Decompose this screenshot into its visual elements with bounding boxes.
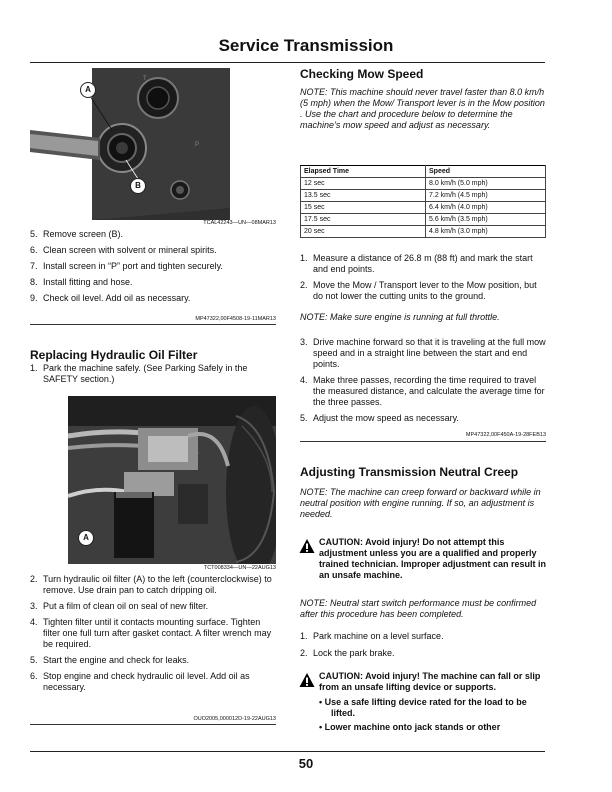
note-throttle: NOTE: Make sure engine is running at full throttle. — [300, 312, 500, 322]
page-number: 50 — [298, 756, 314, 771]
callout-a: A — [80, 82, 96, 98]
reference-code: MP47322,00F4508-19-11MAR13 — [195, 316, 276, 322]
caution-bullets — [319, 697, 547, 736]
warning-icon — [299, 538, 315, 554]
hydraulic-filter-illustration — [68, 396, 276, 564]
list-item: 3. Put a film of clean oil on seal of new filter. — [30, 601, 209, 611]
list-item: 6. Stop engine and check hydraulic oil level. Add oil as necessary. — [30, 671, 250, 692]
reference-code: MP47322,00F450A-19-28FEB13 — [465, 432, 546, 438]
section-title-mow-speed: Checking Mow Speed — [300, 67, 424, 81]
steps-list-measure — [300, 253, 548, 307]
steps-list-park — [30, 363, 278, 390]
note-creep: NOTE: The machine can creep forward or backward while in neutral position with engine running. If so, an adjustment is needed. — [300, 487, 541, 519]
warning-icon — [299, 672, 315, 688]
mow-speed-table — [300, 165, 546, 238]
figure2-caption: TCT008334—UN—22AUG13 — [203, 565, 276, 571]
list-item: • Use a safe lifting device rated for the load to be lifted. — [319, 697, 527, 718]
list-item: 8. Install fitting and hose. — [30, 277, 133, 287]
reference-code: OUO2005,000012D-19-22AUG13 — [193, 716, 276, 722]
svg-text:P: P — [195, 142, 200, 148]
list-item: 4. Make three passes, recording the time required to travel the measured distance, and calculate the average time for the three passes. — [300, 375, 545, 407]
section-rule — [300, 441, 546, 442]
list-item: 1. Measure a distance of 26.8 m (88 ft) and mark the start and end points. — [300, 253, 533, 274]
steps-list-park-level — [300, 631, 548, 664]
list-item: 1. Park the machine safely. (See Parking Safely in the SAFETY section.) — [30, 363, 248, 384]
list-item: 2. Lock the park brake. — [300, 648, 395, 658]
list-item: 5. Start the engine and check for leaks. — [30, 655, 190, 665]
hydraulic-filter-photo — [68, 396, 276, 564]
list-item: • Lower machine onto jack stands or other — [319, 722, 501, 732]
list-item: 4. Tighten filter until it contacts mounting surface. Tighten filter one full turn after gasket contact. A filter wrench may be required. — [30, 617, 272, 649]
list-item: 5. Remove screen (B). — [30, 229, 124, 239]
section-title-oil-filter: Replacing Hydraulic Oil Filter — [30, 348, 198, 362]
list-item: 7. Install screen in “P” port and tighten securely. — [30, 261, 223, 271]
list-item: 1. Park machine on a level surface. — [300, 631, 444, 641]
header-rule — [30, 62, 545, 63]
transmission-port-illustration — [30, 68, 276, 220]
section-title-neutral-creep: Adjusting Transmission Neutral Creep — [300, 465, 519, 479]
steps-list-screen — [30, 229, 278, 309]
caution-qualified-technician: CAUTION: Avoid injury! Do not attempt this adjustment unless you are a qualified and properly trained technician. Improper adjustment can result in an unsafe machine. — [319, 537, 547, 580]
table-row: 15 sec 6.4 km/h (4.0 mph) — [301, 202, 546, 214]
table-header-row — [301, 166, 546, 178]
caution-lifting-device: CAUTION: Avoid injury! The machine can fall or slip from an unsafe lifting device or supports. — [319, 671, 541, 692]
list-item: 3. Drive machine forward so that it is traveling at the full mow speed and in a straight line between the start and end points. — [300, 337, 546, 369]
section-rule — [30, 324, 276, 325]
note-neutral-start: NOTE: Neutral start switch performance must be confirmed after this procedure has been completed. — [300, 598, 537, 619]
callout-b: B — [130, 178, 146, 194]
section-rule — [30, 724, 276, 725]
list-item: 2. Turn hydraulic oil filter (A) to the left (counterclockwise) to remove. Use drain pan to catch dripping oil. — [30, 574, 272, 595]
list-item: 2. Move the Mow / Transport lever to the Mow position, but do not lower the cutting units to the ground. — [300, 280, 537, 301]
table-row: 13.5 sec 7.2 km/h (4.5 mph) — [301, 190, 546, 202]
callout-a: A — [78, 530, 94, 546]
table-row: 17.5 sec 5.6 km/h (3.5 mph) — [301, 214, 546, 226]
steps-list-drive — [300, 337, 548, 429]
list-item: 5. Adjust the mow speed as necessary. — [300, 413, 459, 423]
figure1-caption: TCAL42243—UN—08MAR13 — [203, 220, 276, 226]
transmission-port-photo — [30, 68, 276, 220]
table-row: 20 sec 4.8 km/h (3.0 mph) — [301, 226, 546, 238]
svg-text:T: T — [143, 76, 147, 82]
steps-list-filter — [30, 574, 278, 698]
table-row: 12 sec 8.0 km/h (5.0 mph) — [301, 178, 546, 190]
list-item: 6. Clean screen with solvent or mineral spirits. — [30, 245, 217, 255]
list-item: 9. Check oil level. Add oil as necessary. — [30, 293, 191, 303]
note-mow-speed: NOTE: This machine should never travel faster than 8.0 km/h (5 mph) when the Mow/ Transport lever is in the Mow position . Use the chart and procedure below to determine the machine’s mow speed and adjust as necessary. — [300, 87, 545, 130]
table-header-cell: Speed — [426, 166, 546, 178]
page-title: Service Transmission — [218, 36, 394, 55]
footer-rule — [30, 751, 545, 752]
table-header-cell: Elapsed Time — [301, 166, 426, 178]
